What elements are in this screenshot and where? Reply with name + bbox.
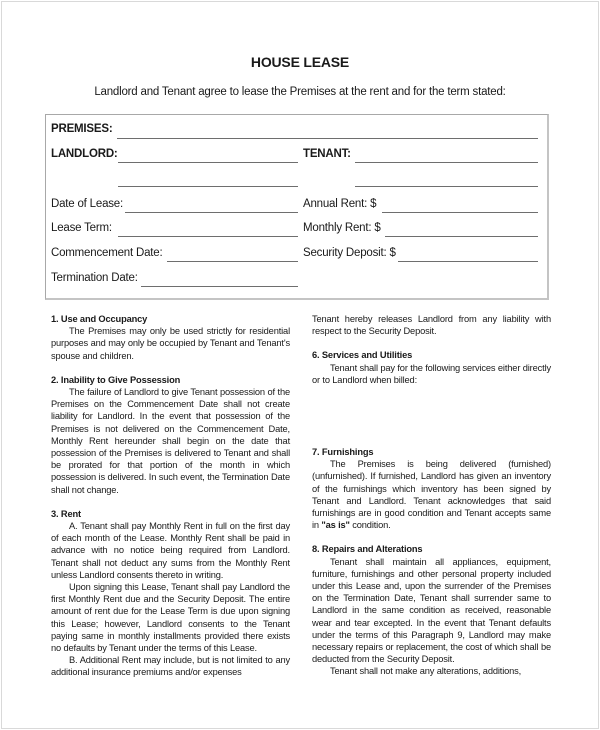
premises-label: PREMISES: — [51, 123, 113, 135]
section-8-alterations-text: Tenant shall not make any alterations, additions, — [330, 666, 522, 677]
lease-term-field[interactable] — [118, 236, 298, 237]
annual-rent-field[interactable] — [382, 212, 538, 213]
section-8-text: Tenant shall maintain all appliances, equipment, furniture, furnishings and other personal property included under this Lease and, upon the surrender of the Premises on the Termination Date, Tenant shall surrender same to Landlord in the same condition as received, reasonable wear and tear excepted. In the event that Tenant defaults under the terms of this Paragraph 9, Landlord may make necessary repairs or replacement, the cost of which shall be deducted from the Security Deposit. — [312, 556, 551, 665]
annual-rent-label: Annual Rent: $ — [303, 198, 377, 210]
tenant-label: TENANT: — [303, 148, 351, 160]
left-column — [51, 313, 290, 679]
security-deposit-label: Security Deposit: $ — [303, 247, 396, 259]
tenant-field-1[interactable] — [355, 162, 538, 163]
tenant-field-2[interactable] — [355, 186, 538, 187]
section-3-heading: 3. Rent — [51, 508, 81, 519]
section-7-text — [312, 458, 551, 531]
document-title: HOUSE LEASE — [250, 54, 350, 70]
date-of-lease-label: Date of Lease: — [51, 198, 124, 210]
landlord-field-1[interactable] — [118, 162, 298, 163]
section-2-text: The failure of Landlord to give Tenant possession of the Premises on the Commencement Date shall not create liability for Landlord. In the event that possession of the Premises is not delivered on the Commencement Date, Monthly Rent hereunder shall begin on the date that possession of the Premises is delivered to Tenant and shall be prorated for that portion of the month in which possession is delivered. In such event, the Termination Date shall not change. — [51, 387, 290, 495]
landlord-field-2[interactable] — [118, 186, 298, 187]
landlord-label: LANDLORD: — [51, 148, 118, 160]
termination-date-label: Termination Date: — [51, 272, 138, 284]
termination-date-field[interactable] — [141, 286, 298, 287]
security-deposit-field[interactable] — [398, 261, 538, 262]
commencement-date-field[interactable] — [167, 261, 298, 262]
section-7-heading: 7. Furnishings — [312, 447, 374, 458]
premises-field[interactable] — [117, 138, 538, 139]
section-8-heading: 8. Repairs and Alterations — [312, 544, 423, 555]
section-6-heading: 6. Services and Utilities — [312, 350, 413, 361]
section-6-text: Tenant shall pay for the following services either directly or to Landlord when billed: — [312, 362, 551, 385]
monthly-rent-field[interactable] — [385, 236, 538, 237]
as-is-emphasis: "as is" — [321, 520, 350, 531]
section-1-heading: 1. Use and Occupancy — [51, 314, 148, 324]
section-5-continued-text: Tenant hereby releases Landlord from any liability with respect to the Security Deposit. — [312, 314, 551, 337]
monthly-rent-label: Monthly Rent: $ — [303, 222, 381, 234]
section-3-signing-text: Upon signing this Lease, Tenant shall pay Landlord the first Monthly Rent due and the Security Deposit. The entire amount of rent due for the Lease Term is due upon signing this Lease; however, Landlord consents to the Tenant paying same in monthly installments provided there exists no defaults by Tenant under the terms of this Lease. — [51, 582, 290, 654]
section-1-text: The Premises may only be used strictly for residential purposes and may only be occupied by Tenant and Tenant's spouse and children. — [51, 326, 290, 361]
section-3-paragraph-b: B. Additional Rent may include, but is not limited to any additional insurance premiums and/or expenses — [51, 655, 290, 678]
section-7-text-after: condition. — [349, 520, 391, 531]
right-column — [312, 313, 551, 678]
section-3-paragraph-a: A. Tenant shall pay Monthly Rent in full on the first day of each month of the Lease. Monthly Rent shall be paid in advance with no notice being required from Landlord. Tenant shall not deduct any sums from the Monthly Rent unless Landlord consents thereto in writing. — [51, 521, 290, 580]
commencement-date-label: Commencement Date: — [51, 247, 163, 259]
lease-term-label: Lease Term: — [51, 222, 112, 234]
document-intro: Landlord and Tenant agree to lease the Premises at the rent and for the term stated: — [94, 86, 506, 98]
section-2-heading: 2. Inability to Give Possession — [51, 374, 181, 385]
section-7-text-before: The Premises is being delivered (furnished) (unfurnished). If furnished, Landlord has given an inventory of the furnishings which inventory has been signed by Tenant and Landlord. Tenant acknowledges that said furnishings are in good condition and Tenant accepts same in — [312, 459, 551, 531]
date-of-lease-field[interactable] — [125, 212, 298, 213]
